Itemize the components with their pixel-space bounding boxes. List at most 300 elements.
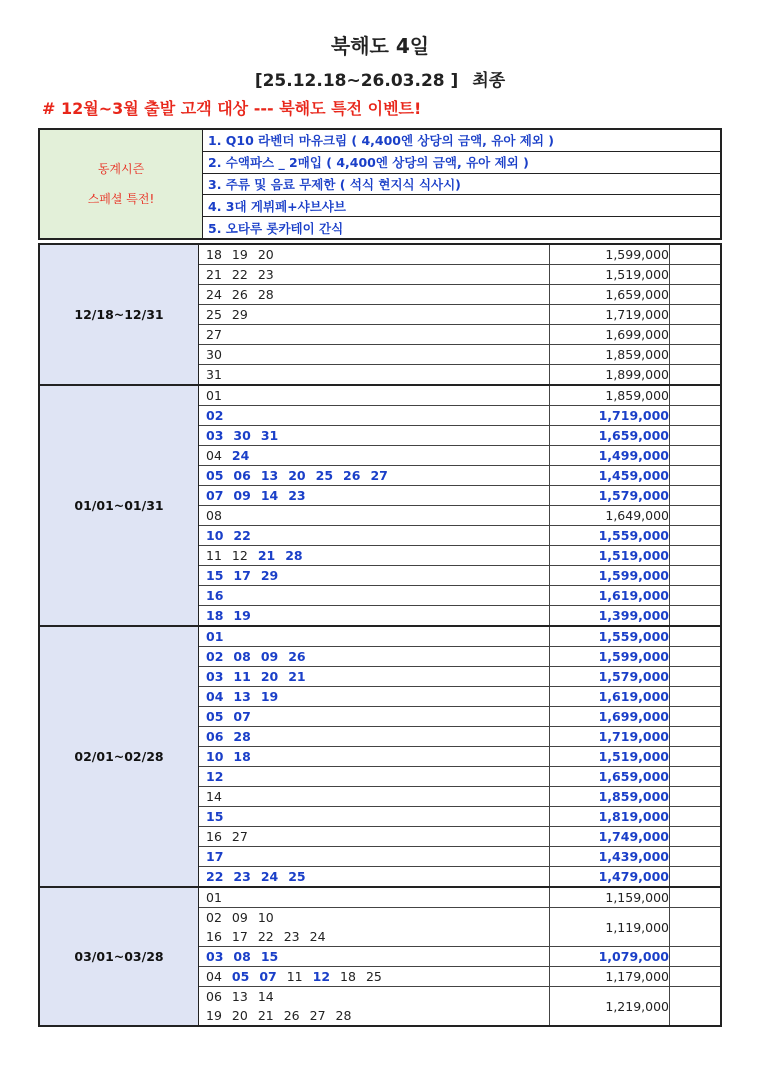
departure-dates <box>199 446 550 465</box>
price-pad <box>670 406 720 425</box>
departure-day: 26 <box>343 468 361 483</box>
date-line <box>206 1006 549 1025</box>
departure-day: 14 <box>206 789 222 804</box>
price-pad <box>670 526 720 545</box>
price-pad <box>670 807 720 826</box>
table-row <box>199 245 720 265</box>
price-value: 1,859,000 <box>550 787 670 806</box>
departure-dates <box>199 526 550 545</box>
departure-dates <box>199 406 550 425</box>
departure-day: 26 <box>283 1008 300 1023</box>
price-value: 1,619,000 <box>550 586 670 605</box>
price-pad <box>670 265 720 284</box>
departure-day: 27 <box>206 327 222 342</box>
table-row <box>199 787 720 807</box>
departure-day: 21 <box>257 1008 274 1023</box>
benefit-box <box>38 128 722 240</box>
benefit-label-line1: 동계시즌 <box>97 162 145 176</box>
price-value: 1,699,000 <box>550 707 670 726</box>
price-pad <box>670 667 720 686</box>
price-pad <box>670 727 720 746</box>
price-pad <box>670 466 720 485</box>
departure-day: 25 <box>206 307 222 322</box>
departure-day: 03 <box>206 949 224 964</box>
row-group <box>199 386 720 625</box>
price-value: 1,559,000 <box>550 627 670 646</box>
departure-day: 05 <box>231 969 250 984</box>
table-row <box>199 707 720 727</box>
date-line <box>206 707 549 726</box>
price-pad <box>670 627 720 646</box>
date-line <box>206 927 549 946</box>
table-row <box>199 947 720 967</box>
departure-dates <box>199 707 550 726</box>
price-table <box>38 243 722 1027</box>
benefit-item: 3. 주류 및 음료 무제한 ( 석식 현지식 식사시) <box>203 174 720 196</box>
price-value: 1,399,000 <box>550 606 670 625</box>
table-row <box>199 627 720 647</box>
price-pad <box>670 566 720 585</box>
table-row <box>199 888 720 908</box>
departure-dates <box>199 687 550 706</box>
table-row <box>199 687 720 707</box>
date-line <box>206 867 549 886</box>
event-notice: # 12월~3월 출발 고객 대상 --- 북해도 특전 이벤트! <box>42 99 422 118</box>
table-row <box>199 305 720 325</box>
departure-day: 20 <box>288 468 306 483</box>
price-value: 1,819,000 <box>550 807 670 826</box>
date-line <box>206 245 549 264</box>
price-value: 1,699,000 <box>550 325 670 344</box>
departure-day: 14 <box>260 488 279 503</box>
departure-day: 04 <box>206 969 222 984</box>
departure-day: 14 <box>257 989 274 1004</box>
row-group <box>199 245 720 384</box>
departure-day: 27 <box>309 1008 326 1023</box>
departure-day: 22 <box>206 869 224 884</box>
departure-dates <box>199 506 550 525</box>
date-line <box>206 285 549 304</box>
departure-day: 17 <box>206 849 224 864</box>
date-line <box>206 767 549 786</box>
price-pad <box>670 345 720 364</box>
departure-day: 01 <box>206 629 224 644</box>
departure-day: 07 <box>233 709 251 724</box>
price-pad <box>670 707 720 726</box>
price-value: 1,719,000 <box>550 406 670 425</box>
date-line <box>206 908 549 927</box>
departure-day: 02 <box>206 408 224 423</box>
departure-day: 28 <box>285 548 303 563</box>
table-row <box>199 586 720 606</box>
departure-day: 01 <box>206 890 222 905</box>
departure-dates <box>199 546 550 565</box>
departure-day: 13 <box>260 468 279 483</box>
table-row <box>199 606 720 625</box>
departure-day: 06 <box>206 989 222 1004</box>
departure-day: 13 <box>233 689 251 704</box>
final-label: 최종 <box>472 71 506 91</box>
departure-day: 09 <box>233 488 251 503</box>
date-line <box>206 325 549 344</box>
table-row <box>199 406 720 426</box>
period-range: [25.12.18~26.03.28 ] <box>254 71 459 91</box>
departure-day: 05 <box>206 709 224 724</box>
date-line <box>206 727 549 746</box>
departure-day: 12 <box>231 548 248 563</box>
date-line <box>206 386 549 405</box>
date-line <box>206 486 549 505</box>
departure-day: 04 <box>206 448 222 463</box>
price-value: 1,439,000 <box>550 847 670 866</box>
price-pad <box>670 747 720 766</box>
departure-day: 30 <box>233 428 251 443</box>
departure-dates <box>199 987 550 1025</box>
departure-day: 28 <box>335 1008 352 1023</box>
table-row <box>199 546 720 566</box>
departure-day: 22 <box>233 528 251 543</box>
departure-day: 23 <box>257 267 274 282</box>
table-row <box>199 526 720 546</box>
departure-dates <box>199 285 550 304</box>
price-value: 1,599,000 <box>550 647 670 666</box>
departure-day: 27 <box>370 468 388 483</box>
price-pad <box>670 987 720 1025</box>
row-group <box>199 627 720 886</box>
departure-dates <box>199 908 550 946</box>
price-value: 1,899,000 <box>550 365 670 384</box>
departure-day: 03 <box>206 669 224 684</box>
departure-dates <box>199 325 550 344</box>
table-row <box>199 667 720 687</box>
departure-dates <box>199 727 550 746</box>
departure-day: 20 <box>231 1008 248 1023</box>
departure-day: 12 <box>206 769 224 784</box>
date-line <box>206 265 549 284</box>
date-line <box>206 747 549 766</box>
table-row <box>199 987 720 1025</box>
table-row <box>199 466 720 486</box>
date-section <box>40 888 720 1025</box>
price-value: 1,719,000 <box>550 727 670 746</box>
table-row <box>199 747 720 767</box>
departure-day: 18 <box>206 247 222 262</box>
departure-dates <box>199 947 550 966</box>
departure-dates <box>199 566 550 585</box>
price-value: 1,579,000 <box>550 486 670 505</box>
departure-day: 08 <box>233 649 251 664</box>
table-row <box>199 285 720 305</box>
price-pad <box>670 426 720 445</box>
date-section <box>40 627 720 888</box>
price-pad <box>670 967 720 986</box>
date-line <box>206 365 549 384</box>
date-line <box>206 566 549 585</box>
benefit-item: 2. 수액파스 _ 2매입 ( 4,400엔 상당의 금액, 유아 제외 ) <box>203 152 720 174</box>
benefit-item: 5. 오타루 롯카테이 간식 <box>208 220 344 236</box>
departure-day: 27 <box>231 829 248 844</box>
price-pad <box>670 606 720 625</box>
departure-day: 24 <box>231 448 250 463</box>
departure-dates <box>199 365 550 384</box>
departure-dates <box>199 265 550 284</box>
price-pad <box>670 446 720 465</box>
table-row <box>199 325 720 345</box>
price-value: 1,859,000 <box>550 386 670 405</box>
departure-day: 29 <box>260 568 279 583</box>
departure-dates <box>199 847 550 866</box>
table-row <box>199 908 720 947</box>
table-row <box>199 506 720 526</box>
departure-day: 08 <box>206 508 222 523</box>
price-value: 1,519,000 <box>550 546 670 565</box>
departure-day: 01 <box>206 388 222 403</box>
departure-day: 19 <box>260 689 279 704</box>
date-line <box>206 687 549 706</box>
price-pad <box>670 947 720 966</box>
page-title: 북해도 4일 <box>330 34 430 58</box>
departure-day: 23 <box>288 488 306 503</box>
departure-dates <box>199 345 550 364</box>
departure-dates <box>199 647 550 666</box>
departure-dates <box>199 967 550 986</box>
price-pad <box>670 586 720 605</box>
benefit-item: 1. Q10 라벤더 마유크림 ( 4,400엔 상당의 금액, 유아 제외 ) <box>203 130 720 152</box>
departure-day: 18 <box>233 749 251 764</box>
price-value: 1,179,000 <box>550 967 670 986</box>
price-value: 1,749,000 <box>550 827 670 846</box>
departure-day: 15 <box>206 568 224 583</box>
price-pad <box>670 305 720 324</box>
departure-day: 26 <box>231 287 248 302</box>
date-range-label: 03/01~03/28 <box>40 888 199 1025</box>
price-pad <box>670 506 720 525</box>
departure-day: 03 <box>206 428 224 443</box>
departure-day: 19 <box>233 608 251 623</box>
departure-dates <box>199 305 550 324</box>
departure-dates <box>199 747 550 766</box>
date-line <box>206 526 549 545</box>
table-row <box>199 647 720 667</box>
departure-day: 19 <box>231 247 248 262</box>
price-pad <box>670 285 720 304</box>
date-line <box>206 506 549 525</box>
price-value: 1,619,000 <box>550 687 670 706</box>
departure-day: 07 <box>259 969 277 984</box>
table-row <box>199 486 720 506</box>
price-value: 1,859,000 <box>550 345 670 364</box>
departure-day: 18 <box>340 969 356 984</box>
table-row <box>199 807 720 827</box>
date-line <box>206 446 549 465</box>
departure-day: 10 <box>257 910 274 925</box>
date-line <box>206 807 549 826</box>
date-line <box>206 406 549 425</box>
departure-day: 05 <box>206 468 224 483</box>
table-row <box>199 446 720 466</box>
departure-dates <box>199 867 550 886</box>
price-value: 1,459,000 <box>550 466 670 485</box>
departure-day: 25 <box>365 969 382 984</box>
departure-dates <box>199 386 550 405</box>
date-line <box>206 987 549 1006</box>
table-row <box>199 365 720 384</box>
departure-dates <box>199 245 550 264</box>
price-pad <box>670 546 720 565</box>
departure-day: 25 <box>288 869 306 884</box>
date-section <box>40 245 720 386</box>
row-group <box>199 888 720 1025</box>
price-value: 1,599,000 <box>550 245 670 264</box>
departure-day: 04 <box>206 689 224 704</box>
date-line <box>206 466 549 485</box>
price-value: 1,079,000 <box>550 947 670 966</box>
departure-dates <box>199 827 550 846</box>
table-row <box>199 426 720 446</box>
departure-day: 16 <box>206 929 222 944</box>
departure-day: 29 <box>231 307 248 322</box>
date-section <box>40 386 720 627</box>
price-pad <box>670 767 720 786</box>
table-row <box>199 847 720 867</box>
departure-day: 20 <box>257 247 274 262</box>
price-value: 1,649,000 <box>550 506 670 525</box>
departure-day: 26 <box>288 649 306 664</box>
departure-day: 21 <box>288 669 306 684</box>
price-value: 1,219,000 <box>550 987 670 1025</box>
departure-day: 31 <box>206 367 222 382</box>
price-value: 1,519,000 <box>550 265 670 284</box>
departure-day: 28 <box>257 287 274 302</box>
price-pad <box>670 486 720 505</box>
price-pad <box>670 386 720 405</box>
departure-day: 08 <box>233 949 251 964</box>
departure-dates <box>199 606 550 625</box>
departure-day: 09 <box>231 910 248 925</box>
departure-day: 06 <box>206 729 224 744</box>
price-value: 1,479,000 <box>550 867 670 886</box>
table-row <box>199 767 720 787</box>
departure-day: 24 <box>309 929 326 944</box>
departure-day: 23 <box>283 929 300 944</box>
table-row <box>199 566 720 586</box>
departure-day: 28 <box>233 729 251 744</box>
date-line <box>206 647 549 666</box>
date-line <box>206 888 549 907</box>
departure-day: 17 <box>233 568 251 583</box>
price-pad <box>670 847 720 866</box>
departure-day: 09 <box>260 649 279 664</box>
departure-day: 10 <box>206 749 224 764</box>
price-pad <box>670 647 720 666</box>
departure-dates <box>199 627 550 646</box>
price-value: 1,659,000 <box>550 767 670 786</box>
benefit-list <box>203 130 720 238</box>
price-pad <box>670 888 720 907</box>
table-row <box>199 345 720 365</box>
departure-dates <box>199 667 550 686</box>
date-line <box>206 847 549 866</box>
table-row <box>199 265 720 285</box>
price-pad <box>670 867 720 886</box>
date-line <box>206 947 549 966</box>
departure-dates <box>199 466 550 485</box>
departure-dates <box>199 586 550 605</box>
price-value: 1,599,000 <box>550 566 670 585</box>
table-row <box>199 827 720 847</box>
departure-day: 16 <box>206 829 222 844</box>
price-pad <box>670 365 720 384</box>
benefit-label <box>40 130 203 238</box>
price-pad <box>670 687 720 706</box>
departure-day: 31 <box>260 428 279 443</box>
departure-day: 20 <box>260 669 279 684</box>
departure-day: 13 <box>231 989 248 1004</box>
departure-day: 15 <box>206 809 224 824</box>
date-line <box>206 667 549 686</box>
date-range-label: 12/18~12/31 <box>40 245 199 384</box>
price-value: 1,119,000 <box>550 908 670 946</box>
date-line <box>206 627 549 646</box>
price-value: 1,659,000 <box>550 426 670 445</box>
price-pad <box>670 827 720 846</box>
departure-day: 24 <box>206 287 222 302</box>
price-pad <box>670 325 720 344</box>
departure-dates <box>199 888 550 907</box>
price-value: 1,719,000 <box>550 305 670 324</box>
departure-day: 11 <box>233 669 251 684</box>
departure-day: 25 <box>315 468 334 483</box>
price-value: 1,579,000 <box>550 667 670 686</box>
date-line <box>206 827 549 846</box>
departure-day: 02 <box>206 649 224 664</box>
departure-dates <box>199 767 550 786</box>
date-line <box>206 305 549 324</box>
benefit-item: 4. 3대 게뷔페+샤브샤브 <box>203 195 720 217</box>
departure-day: 21 <box>257 548 276 563</box>
date-line <box>206 606 549 625</box>
table-row <box>199 867 720 886</box>
departure-day: 23 <box>233 869 251 884</box>
price-pad <box>670 787 720 806</box>
price-value: 1,499,000 <box>550 446 670 465</box>
departure-day: 24 <box>260 869 279 884</box>
departure-day: 19 <box>206 1008 222 1023</box>
departure-day: 10 <box>206 528 224 543</box>
date-range-label: 01/01~01/31 <box>40 386 199 625</box>
date-line <box>206 546 549 565</box>
price-pad <box>670 908 720 946</box>
departure-day: 11 <box>206 548 222 563</box>
departure-day: 06 <box>233 468 251 483</box>
departure-day: 02 <box>206 910 222 925</box>
departure-day: 11 <box>286 969 303 984</box>
departure-day: 17 <box>231 929 248 944</box>
table-row <box>199 386 720 406</box>
benefit-label-line2: 스페셜 특전! <box>87 192 155 206</box>
departure-day: 22 <box>231 267 248 282</box>
departure-day: 30 <box>206 347 222 362</box>
departure-day: 21 <box>206 267 222 282</box>
price-pad <box>670 245 720 264</box>
price-value: 1,519,000 <box>550 747 670 766</box>
departure-dates <box>199 426 550 445</box>
price-value: 1,559,000 <box>550 526 670 545</box>
departure-day: 15 <box>260 949 279 964</box>
date-line <box>206 426 549 445</box>
date-range-label: 02/01~02/28 <box>40 627 199 886</box>
departure-dates <box>199 486 550 505</box>
